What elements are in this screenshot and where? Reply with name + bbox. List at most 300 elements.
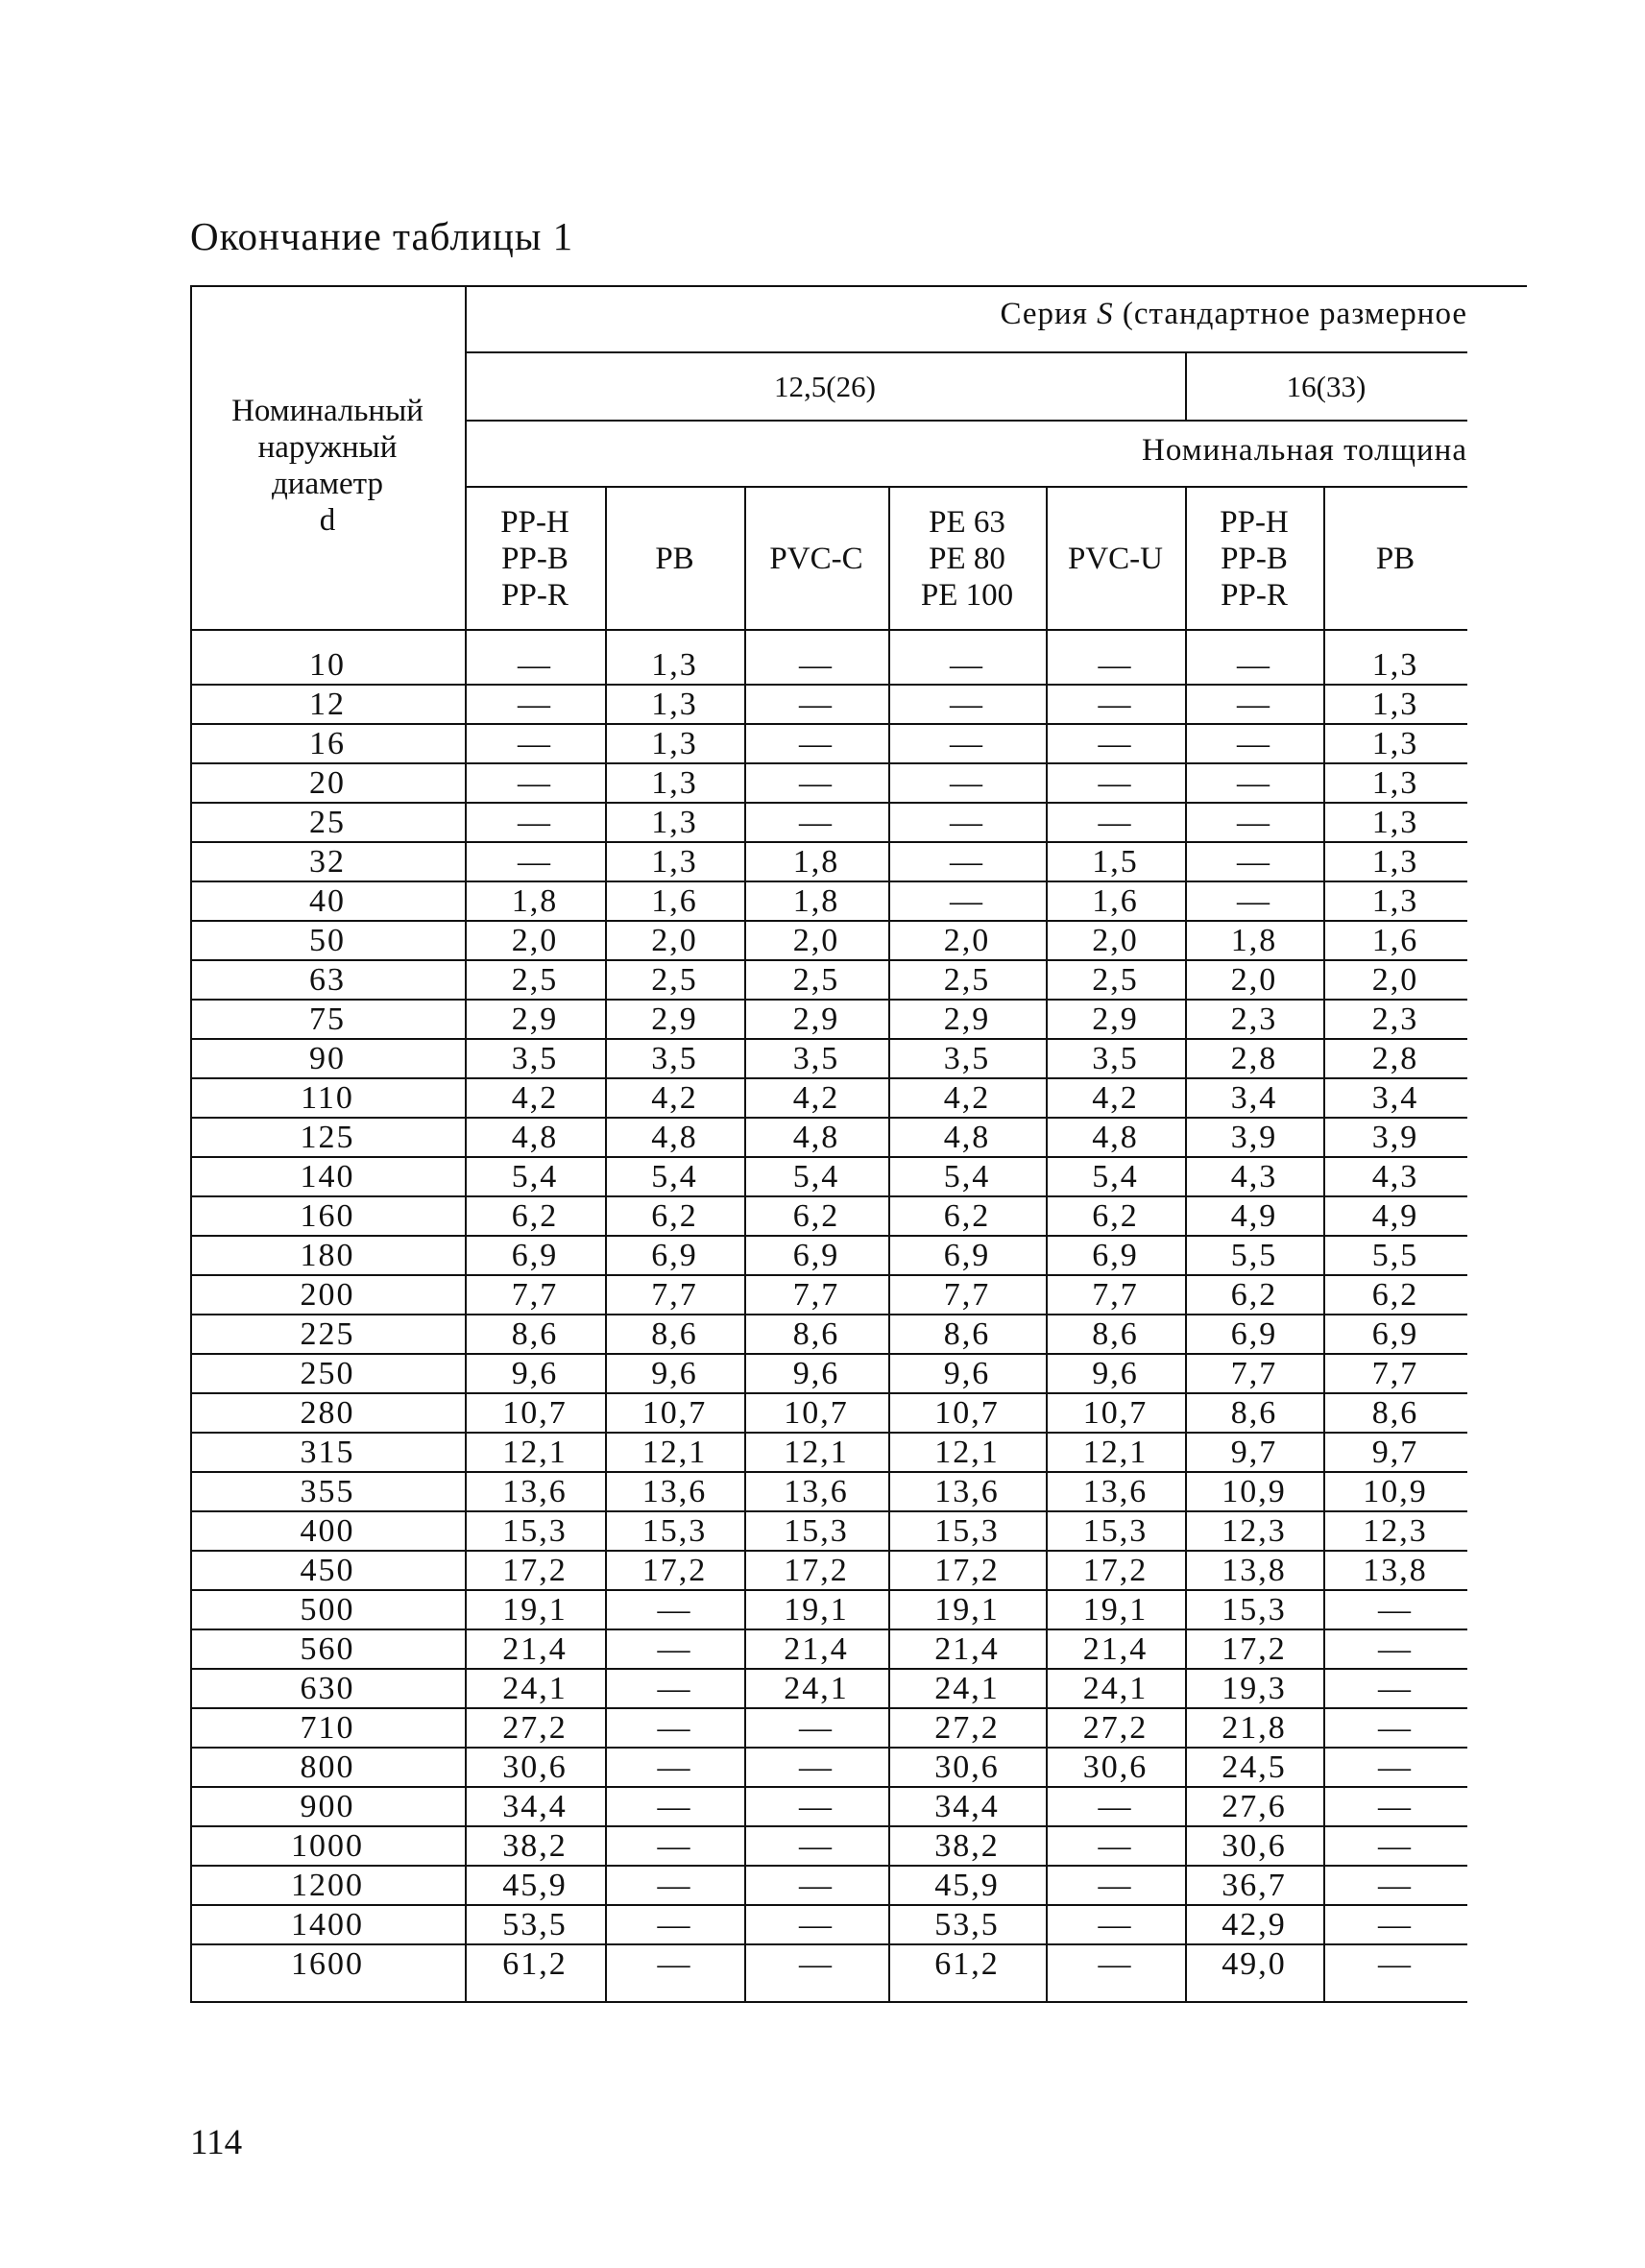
diameter-cell: 75 bbox=[309, 1001, 346, 1037]
thickness-cell: 21,4 bbox=[934, 1631, 1000, 1667]
thickness-cell: 4,2 bbox=[792, 1080, 840, 1116]
thickness-cell: 4,3 bbox=[1230, 1159, 1278, 1194]
table-row bbox=[190, 1945, 1467, 1985]
table-row bbox=[190, 725, 1467, 764]
thickness-cell: 6,9 bbox=[651, 1238, 698, 1273]
thickness-cell: 5,5 bbox=[1371, 1238, 1419, 1273]
thickness-cell: 1,3 bbox=[651, 687, 698, 722]
table-row bbox=[190, 1001, 1467, 1040]
stub-header-line: диаметр bbox=[272, 467, 383, 501]
thickness-cell: 1,3 bbox=[651, 805, 698, 840]
table-row bbox=[190, 1119, 1467, 1158]
material-header-2 bbox=[744, 488, 888, 629]
thickness-cell: 12,1 bbox=[784, 1435, 849, 1470]
diameter-cell: 25 bbox=[309, 805, 346, 840]
thickness-cell: 42,9 bbox=[1222, 1907, 1287, 1942]
thickness-cell: 3,5 bbox=[792, 1041, 840, 1076]
thickness-cell: 4,2 bbox=[651, 1080, 698, 1116]
thickness-cell: 6,2 bbox=[943, 1198, 991, 1234]
thickness-cell: — bbox=[1378, 1631, 1413, 1667]
thickness-cell: 1,5 bbox=[1092, 844, 1139, 880]
table-row bbox=[190, 1197, 1467, 1237]
thickness-cell: 2,9 bbox=[792, 1001, 840, 1037]
thickness-cell: 6,9 bbox=[1371, 1316, 1419, 1352]
table-row bbox=[190, 1512, 1467, 1552]
thickness-cell: 15,3 bbox=[1082, 1513, 1149, 1549]
thickness-cell: — bbox=[1098, 1828, 1133, 1864]
thickness-cell: 21,4 bbox=[502, 1631, 568, 1667]
diameter-cell: 200 bbox=[300, 1277, 355, 1313]
thickness-cell: 10,7 bbox=[502, 1395, 568, 1431]
thickness-cell: 1,3 bbox=[651, 765, 698, 801]
diameter-cell: 110 bbox=[301, 1080, 354, 1116]
thickness-cell: — bbox=[1378, 1946, 1413, 1982]
thickness-cell: — bbox=[1237, 883, 1271, 919]
diameter-cell: 500 bbox=[300, 1592, 355, 1628]
thickness-cell: 9,6 bbox=[511, 1356, 559, 1391]
thickness-cell: 6,2 bbox=[1092, 1198, 1139, 1234]
thickness-cell: 10,7 bbox=[934, 1395, 1000, 1431]
thickness-cell: — bbox=[950, 805, 984, 840]
thickness-header: Номинальная толщина bbox=[1142, 433, 1467, 468]
diameter-cell: 20 bbox=[309, 765, 346, 801]
thickness-cell: 24,1 bbox=[784, 1671, 849, 1706]
thickness-cell: 6,2 bbox=[1371, 1277, 1419, 1313]
thickness-cell: 61,2 bbox=[934, 1946, 1000, 1982]
thickness-cell: 2,9 bbox=[943, 1001, 991, 1037]
material-header-3 bbox=[888, 488, 1046, 629]
thickness-cell: 6,9 bbox=[511, 1238, 559, 1273]
thickness-cell: 2,0 bbox=[1230, 962, 1278, 998]
table-row bbox=[190, 1040, 1467, 1079]
thickness-cell: 10,7 bbox=[641, 1395, 708, 1431]
thickness-cell: 4,2 bbox=[943, 1080, 991, 1116]
material-label: PVC-C bbox=[769, 541, 863, 576]
table-row bbox=[190, 1630, 1467, 1670]
thickness-cell: — bbox=[1378, 1710, 1413, 1746]
material-label: PP-H bbox=[1220, 504, 1289, 540]
thickness-cell: 45,9 bbox=[934, 1868, 1000, 1903]
thickness-cell: 45,9 bbox=[502, 1868, 568, 1903]
thickness-cell: 15,3 bbox=[934, 1513, 1000, 1549]
thickness-cell: 15,3 bbox=[641, 1513, 708, 1549]
thickness-cell: — bbox=[1098, 726, 1133, 761]
thickness-cell: 21,8 bbox=[1222, 1710, 1287, 1746]
thickness-cell: 9,6 bbox=[1092, 1356, 1139, 1391]
thickness-cell: 5,4 bbox=[511, 1159, 559, 1194]
thickness-cell: 1,6 bbox=[1092, 883, 1139, 919]
table-row bbox=[190, 843, 1467, 882]
thickness-cell: 6,2 bbox=[511, 1198, 559, 1234]
thickness-cell: 2,9 bbox=[651, 1001, 698, 1037]
thickness-cell: 24,1 bbox=[934, 1671, 1000, 1706]
thickness-cell: 10,9 bbox=[1363, 1474, 1428, 1509]
header-bottom-border bbox=[190, 629, 1467, 631]
series-header-suffix: (стандартное размерное bbox=[1113, 297, 1467, 331]
thickness-cell: 13,6 bbox=[641, 1474, 708, 1509]
thickness-cell: 17,2 bbox=[641, 1553, 708, 1588]
thickness-cell: — bbox=[657, 1828, 692, 1864]
thickness-cell: 2,5 bbox=[651, 962, 698, 998]
thickness-cell: 13,6 bbox=[934, 1474, 1000, 1509]
thickness-cell: 1,3 bbox=[1371, 805, 1419, 840]
thickness-cell: 24,5 bbox=[1222, 1749, 1287, 1785]
thickness-cell: 10,9 bbox=[1222, 1474, 1287, 1509]
table-row bbox=[190, 1788, 1467, 1827]
thickness-cell: 12,3 bbox=[1222, 1513, 1287, 1549]
diameter-cell: 16 bbox=[309, 726, 346, 761]
thickness-cell: 4,2 bbox=[511, 1080, 559, 1116]
thickness-cell: — bbox=[950, 726, 984, 761]
thickness-cell: — bbox=[518, 805, 552, 840]
thickness-cell: — bbox=[799, 647, 834, 683]
thickness-cell: — bbox=[657, 1946, 692, 1982]
thickness-cell: 8,6 bbox=[511, 1316, 559, 1352]
thickness-cell: 19,1 bbox=[784, 1592, 849, 1628]
thickness-cell: 12,1 bbox=[1082, 1435, 1149, 1470]
thickness-cell: 5,5 bbox=[1230, 1238, 1278, 1273]
thickness-cell: 1,6 bbox=[1371, 923, 1419, 958]
thickness-cell: 38,2 bbox=[934, 1828, 1000, 1864]
diameter-cell: 630 bbox=[300, 1671, 355, 1706]
thickness-cell: 2,0 bbox=[943, 923, 991, 958]
table-row bbox=[190, 1749, 1467, 1788]
thickness-cell: 9,6 bbox=[651, 1356, 698, 1391]
thickness-cell: 1,3 bbox=[1371, 765, 1419, 801]
material-label: PP-B bbox=[501, 541, 568, 576]
thickness-cell: 24,1 bbox=[502, 1671, 568, 1706]
thickness-cell: 4,8 bbox=[1092, 1120, 1139, 1155]
thickness-cell: 15,3 bbox=[784, 1513, 849, 1549]
table-row bbox=[190, 1158, 1467, 1197]
thickness-cell: 13,6 bbox=[1082, 1474, 1149, 1509]
thickness-cell: — bbox=[1098, 687, 1133, 722]
thickness-cell: 8,6 bbox=[1092, 1316, 1139, 1352]
thickness-cell: — bbox=[1098, 805, 1133, 840]
table-caption: Окончание таблицы 1 bbox=[190, 214, 574, 258]
thickness-cell: 2,5 bbox=[943, 962, 991, 998]
thickness-cell: 1,3 bbox=[1371, 726, 1419, 761]
thickness-cell: 2,8 bbox=[1230, 1041, 1278, 1076]
series-header-prefix: Серия bbox=[1000, 297, 1098, 331]
thickness-cell: 12,3 bbox=[1363, 1513, 1428, 1549]
diameter-cell: 710 bbox=[300, 1710, 355, 1746]
table-row bbox=[190, 1434, 1467, 1473]
thickness-cell: — bbox=[950, 883, 984, 919]
thickness-cell: 7,7 bbox=[792, 1277, 840, 1313]
thickness-cell: 3,5 bbox=[651, 1041, 698, 1076]
thickness-cell: 27,2 bbox=[934, 1710, 1000, 1746]
diameter-cell: 90 bbox=[309, 1041, 346, 1076]
thickness-cell: 4,8 bbox=[511, 1120, 559, 1155]
diameter-cell: 1600 bbox=[291, 1946, 364, 1982]
table-row bbox=[190, 1827, 1467, 1867]
material-header-1 bbox=[605, 488, 744, 629]
thickness-cell: — bbox=[1378, 1592, 1413, 1628]
thickness-cell: 53,5 bbox=[502, 1907, 568, 1942]
thickness-cell: 2,0 bbox=[792, 923, 840, 958]
diameter-cell: 900 bbox=[300, 1789, 355, 1824]
thickness-cell: 7,7 bbox=[511, 1277, 559, 1313]
thickness-cell: 1,6 bbox=[651, 883, 698, 919]
thickness-cell: — bbox=[950, 765, 984, 801]
table-row bbox=[190, 1079, 1467, 1119]
thickness-cell: 34,4 bbox=[934, 1789, 1000, 1824]
table-row bbox=[190, 1473, 1467, 1512]
series-header bbox=[465, 297, 1467, 335]
table-row bbox=[190, 1591, 1467, 1630]
thickness-cell: 8,6 bbox=[1230, 1395, 1278, 1431]
table-row bbox=[190, 1906, 1467, 1945]
thickness-cell: 7,7 bbox=[943, 1277, 991, 1313]
material-label: PP-H bbox=[500, 504, 569, 540]
thickness-cell: 5,4 bbox=[792, 1159, 840, 1194]
thickness-cell: 8,6 bbox=[792, 1316, 840, 1352]
thickness-cell: 9,7 bbox=[1230, 1435, 1278, 1470]
table-row bbox=[190, 804, 1467, 843]
thickness-cell: — bbox=[1237, 765, 1271, 801]
thickness-cell: — bbox=[1098, 1789, 1133, 1824]
diameter-cell: 125 bbox=[300, 1120, 355, 1155]
thickness-cell: 15,3 bbox=[502, 1513, 568, 1549]
thickness-cell: 7,7 bbox=[1371, 1356, 1419, 1391]
thickness-cell: — bbox=[1237, 805, 1271, 840]
thickness-cell: 8,6 bbox=[943, 1316, 991, 1352]
thickness-cell: 4,8 bbox=[792, 1120, 840, 1155]
thickness-cell: — bbox=[799, 765, 834, 801]
thickness-cell: 4,8 bbox=[943, 1120, 991, 1155]
thickness-cell: 2,3 bbox=[1230, 1001, 1278, 1037]
thickness-cell: — bbox=[657, 1749, 692, 1785]
thickness-cell: 1,3 bbox=[1371, 647, 1419, 683]
thickness-cell: — bbox=[1378, 1789, 1413, 1824]
thickness-cell: 24,1 bbox=[1082, 1671, 1149, 1706]
thickness-cell: 9,6 bbox=[792, 1356, 840, 1391]
diameter-cell: 1000 bbox=[291, 1828, 364, 1864]
thickness-cell: 3,5 bbox=[1092, 1041, 1139, 1076]
diameter-cell: 180 bbox=[300, 1238, 355, 1273]
thickness-cell: — bbox=[518, 687, 552, 722]
thickness-cell: 19,1 bbox=[934, 1592, 1000, 1628]
thickness-cell: 9,7 bbox=[1371, 1435, 1419, 1470]
diameter-cell: 450 bbox=[300, 1553, 355, 1588]
thickness-cell: 6,2 bbox=[651, 1198, 698, 1234]
thickness-cell: 12,1 bbox=[641, 1435, 708, 1470]
material-label: PE 100 bbox=[920, 577, 1014, 613]
thickness-cell: 3,5 bbox=[511, 1041, 559, 1076]
thickness-cell: — bbox=[657, 1631, 692, 1667]
thickness-cell: 17,2 bbox=[502, 1553, 568, 1588]
material-header-6 bbox=[1323, 488, 1467, 629]
thickness-cell: — bbox=[1098, 647, 1133, 683]
thickness-cell: 1,3 bbox=[651, 844, 698, 880]
series-header-symbol: S bbox=[1097, 297, 1114, 331]
thickness-cell: 6,9 bbox=[1230, 1316, 1278, 1352]
thickness-cell: 2,5 bbox=[1092, 962, 1139, 998]
thickness-cell: — bbox=[657, 1592, 692, 1628]
diameter-cell: 10 bbox=[309, 647, 346, 683]
thickness-cell: — bbox=[1237, 687, 1271, 722]
thickness-cell: 12,1 bbox=[502, 1435, 568, 1470]
thickness-cell: 4,2 bbox=[1092, 1080, 1139, 1116]
thickness-cell: 3,4 bbox=[1371, 1080, 1419, 1116]
thickness-cell: — bbox=[799, 1946, 834, 1982]
thickness-cell: 2,9 bbox=[1092, 1001, 1139, 1037]
thickness-cell: — bbox=[1378, 1868, 1413, 1903]
diameter-cell: 63 bbox=[309, 962, 346, 998]
thickness-cell: 6,9 bbox=[943, 1238, 991, 1273]
thickness-cell: — bbox=[950, 687, 984, 722]
thickness-cell: — bbox=[1237, 844, 1271, 880]
thickness-cell: 1,8 bbox=[1230, 923, 1278, 958]
thickness-cell: — bbox=[1098, 1907, 1133, 1942]
thickness-cell: 49,0 bbox=[1222, 1946, 1287, 1982]
thickness-cell: 15,3 bbox=[1222, 1592, 1287, 1628]
diameter-cell: 1400 bbox=[291, 1907, 364, 1942]
material-header-0 bbox=[465, 488, 605, 629]
thickness-cell: 5,4 bbox=[651, 1159, 698, 1194]
thickness-cell: — bbox=[799, 1868, 834, 1903]
table-row bbox=[190, 1394, 1467, 1434]
thickness-cell: 6,2 bbox=[1230, 1277, 1278, 1313]
thickness-cell: — bbox=[1378, 1749, 1413, 1785]
table-row bbox=[190, 1867, 1467, 1906]
diameter-cell: 400 bbox=[300, 1513, 355, 1549]
thickness-cell: 12,1 bbox=[934, 1435, 1000, 1470]
thickness-cell: 13,8 bbox=[1363, 1553, 1428, 1588]
thickness-cell: 1,8 bbox=[792, 844, 840, 880]
thickness-cell: 4,9 bbox=[1230, 1198, 1278, 1234]
thickness-cell: 2,0 bbox=[1092, 923, 1139, 958]
table-row bbox=[190, 1315, 1467, 1355]
material-header-4 bbox=[1046, 488, 1185, 629]
thickness-cell: 13,6 bbox=[784, 1474, 849, 1509]
thickness-cell: — bbox=[518, 765, 552, 801]
diameter-cell: 280 bbox=[300, 1395, 355, 1431]
thickness-cell: 7,7 bbox=[651, 1277, 698, 1313]
material-label: PP-B bbox=[1221, 541, 1288, 576]
thickness-cell: 53,5 bbox=[934, 1907, 1000, 1942]
thickness-cell: 6,9 bbox=[1092, 1238, 1139, 1273]
table-row bbox=[190, 1552, 1467, 1591]
diameter-cell: 800 bbox=[300, 1749, 355, 1785]
thickness-cell: 9,6 bbox=[943, 1356, 991, 1391]
diameter-cell: 140 bbox=[300, 1159, 355, 1194]
table-row bbox=[190, 922, 1467, 961]
thickness-cell: — bbox=[799, 1749, 834, 1785]
diameter-cell: 40 bbox=[309, 883, 346, 919]
thickness-cell: 17,2 bbox=[934, 1553, 1000, 1588]
thickness-cell: 6,2 bbox=[792, 1198, 840, 1234]
thickness-cell: 27,2 bbox=[1082, 1710, 1149, 1746]
thickness-cell: 3,9 bbox=[1230, 1120, 1278, 1155]
thickness-cell: 13,8 bbox=[1222, 1553, 1287, 1588]
thickness-cell: — bbox=[657, 1710, 692, 1746]
diameter-cell: 32 bbox=[309, 844, 346, 880]
thickness-cell: 2,5 bbox=[792, 962, 840, 998]
thickness-cell: 2,9 bbox=[511, 1001, 559, 1037]
table-row bbox=[190, 1237, 1467, 1276]
group-label-16: 16(33) bbox=[1286, 369, 1367, 403]
thickness-cell: 19,3 bbox=[1222, 1671, 1287, 1706]
thickness-cell: 1,3 bbox=[651, 647, 698, 683]
diameter-cell: 50 bbox=[309, 923, 346, 958]
thickness-cell: — bbox=[1098, 1946, 1133, 1982]
thickness-cell: — bbox=[799, 687, 834, 722]
thickness-cell: 27,6 bbox=[1222, 1789, 1287, 1824]
thickness-cell: — bbox=[799, 1907, 834, 1942]
thickness-cell: — bbox=[799, 805, 834, 840]
group-row-divider bbox=[465, 420, 1467, 422]
thickness-cell: 8,6 bbox=[651, 1316, 698, 1352]
diameter-cell: 12 bbox=[309, 687, 346, 722]
thickness-cell: 1,3 bbox=[1371, 844, 1419, 880]
thickness-cell: 27,2 bbox=[502, 1710, 568, 1746]
thickness-cell: 1,3 bbox=[651, 726, 698, 761]
thickness-cell: — bbox=[1098, 1868, 1133, 1903]
material-label: PVC-U bbox=[1067, 541, 1164, 576]
thickness-cell: — bbox=[518, 647, 552, 683]
table-bottom-border bbox=[190, 2001, 1467, 2003]
thickness-cell: 5,4 bbox=[1092, 1159, 1139, 1194]
thickness-cell: 4,3 bbox=[1371, 1159, 1419, 1194]
thickness-cell: 17,2 bbox=[784, 1553, 849, 1588]
table-row bbox=[190, 1355, 1467, 1394]
thickness-cell: — bbox=[518, 726, 552, 761]
stub-header-line: Номинальный bbox=[231, 394, 423, 428]
thickness-cell: — bbox=[657, 1789, 692, 1824]
material-header-5 bbox=[1185, 488, 1323, 629]
material-label: PE 80 bbox=[929, 541, 1005, 576]
thickness-cell: 2,8 bbox=[1371, 1041, 1419, 1076]
material-label: PP-R bbox=[1221, 577, 1288, 613]
thickness-cell: 3,9 bbox=[1371, 1120, 1419, 1155]
diameter-cell: 355 bbox=[300, 1474, 355, 1509]
table-row bbox=[190, 882, 1467, 922]
thickness-cell: 1,3 bbox=[1371, 687, 1419, 722]
thickness-cell: 1,8 bbox=[792, 883, 840, 919]
thickness-cell: — bbox=[1237, 726, 1271, 761]
thickness-cell: — bbox=[950, 647, 984, 683]
thickness-cell: 13,6 bbox=[502, 1474, 568, 1509]
thickness-cell: — bbox=[657, 1907, 692, 1942]
table-row bbox=[190, 646, 1467, 686]
material-label: PE 63 bbox=[929, 504, 1005, 540]
thickness-cell: — bbox=[950, 844, 984, 880]
thickness-cell: 3,5 bbox=[943, 1041, 991, 1076]
table-row bbox=[190, 1709, 1467, 1749]
thickness-cell: — bbox=[1098, 765, 1133, 801]
thickness-cell: 4,9 bbox=[1371, 1198, 1419, 1234]
material-label: PB bbox=[655, 541, 694, 576]
stub-header-line: наружный bbox=[257, 430, 398, 465]
diameter-cell: 560 bbox=[300, 1631, 355, 1667]
thickness-cell: 30,6 bbox=[1082, 1749, 1149, 1785]
thickness-cell: — bbox=[1378, 1671, 1413, 1706]
thickness-cell: — bbox=[1237, 647, 1271, 683]
thickness-cell: — bbox=[518, 844, 552, 880]
thickness-cell: — bbox=[799, 1789, 834, 1824]
material-label: PP-R bbox=[501, 577, 568, 613]
thickness-cell: 19,1 bbox=[1082, 1592, 1149, 1628]
thickness-cell: 34,4 bbox=[502, 1789, 568, 1824]
thickness-cell: 2,5 bbox=[511, 962, 559, 998]
thickness-cell: 38,2 bbox=[502, 1828, 568, 1864]
diameter-cell: 250 bbox=[300, 1356, 355, 1391]
page-number: 114 bbox=[190, 2123, 243, 2162]
thickness-cell: 2,3 bbox=[1371, 1001, 1419, 1037]
thickness-cell: 17,2 bbox=[1222, 1631, 1287, 1667]
